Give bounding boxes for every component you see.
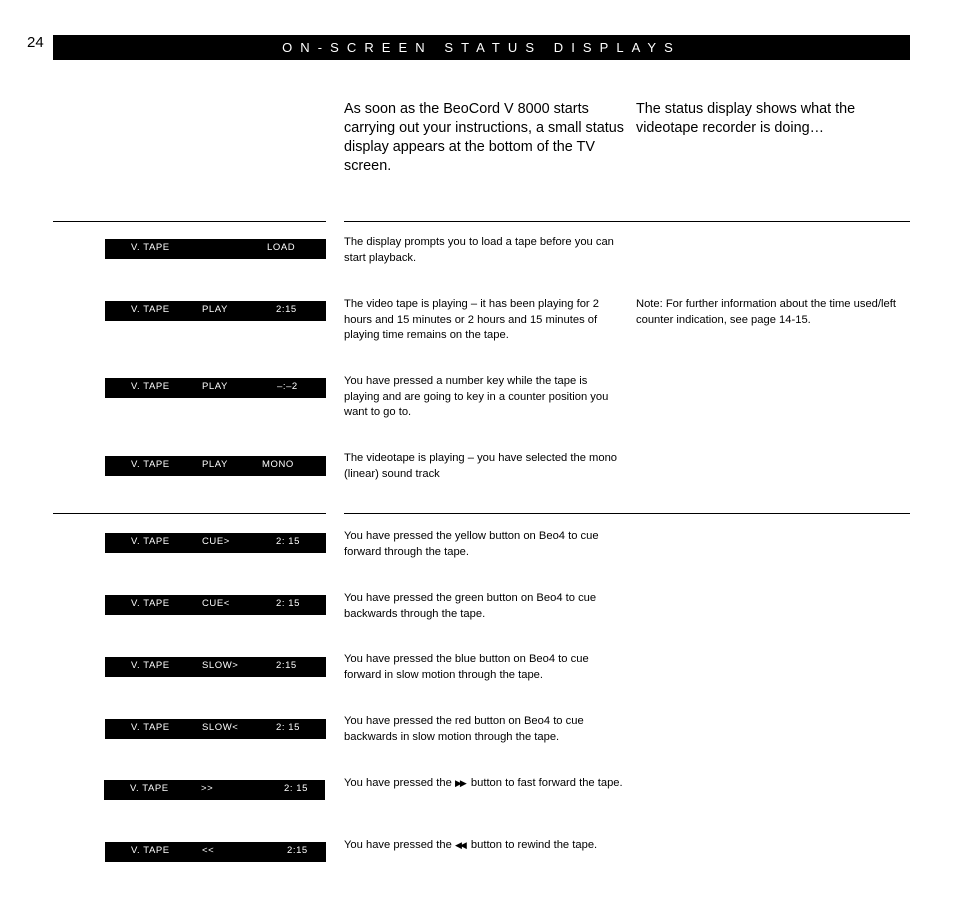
section-divider (53, 513, 326, 514)
counter-note: Note: For further information about the time used/left counter indication, see page 14-15. (636, 298, 896, 326)
fast-forward-icon: ▶▶ (454, 778, 465, 788)
status-display-fast-forward (104, 780, 325, 800)
display-description: You have pressed the red button on Beo4 to cue backwards in slow motion through the tape. (344, 715, 584, 743)
display-description: You have pressed the green button on Beo4 to cue backwards through the tape. (344, 592, 597, 620)
description-text: You have pressed the (344, 839, 452, 851)
display-counter: 2: 15 (276, 598, 300, 609)
display-counter: 2: 15 (276, 536, 300, 547)
intro-summary: The status display shows what the videotape recorder is doing… (636, 101, 856, 136)
display-description: You have pressed the blue button on Beo4 to cue forward in slow motion through the tape. (344, 653, 589, 681)
display-mode: SLOW< (202, 722, 239, 733)
display-description: You have pressed a number key while the tape is playing and are going to key in a counter position you want to go to. (344, 375, 609, 418)
display-description (344, 776, 624, 792)
display-mode: << (202, 845, 215, 856)
status-display-play (105, 301, 326, 321)
page-number: 24 (27, 34, 44, 51)
rewind-icon: ◀◀ (454, 840, 465, 850)
display-source: V. TAPE (131, 660, 170, 671)
display-description: The videotape is playing – you have selected the mono (linear) sound track (344, 452, 618, 480)
section-divider (53, 221, 326, 222)
status-display-slow-forward (105, 657, 326, 677)
display-mode: CUE> (202, 536, 230, 547)
section-divider (344, 221, 910, 222)
display-description: You have pressed the yellow button on Beo4 to cue forward through the tape. (344, 530, 599, 558)
display-counter: 2:15 (276, 304, 297, 315)
display-mode: SLOW> (202, 660, 239, 671)
display-source: V. TAPE (130, 783, 169, 794)
display-counter: 2: 15 (276, 722, 300, 733)
display-source: V. TAPE (131, 242, 170, 253)
intro-text: As soon as the BeoCord V 8000 starts carrying out your instructions, a small status display appears at the bottom of the TV screen. (344, 101, 624, 174)
display-mode: CUE< (202, 598, 230, 609)
display-counter: 2:15 (276, 660, 297, 671)
display-source: V. TAPE (131, 845, 170, 856)
display-description (344, 838, 624, 854)
description-text: You have pressed the (344, 777, 452, 789)
display-description: The video tape is playing – it has been playing for 2 hours and 15 minutes or 2 hours and 15 minutes of playing time remains on the tape. (344, 298, 599, 341)
status-display-slow-backward (105, 719, 326, 739)
display-source: V. TAPE (131, 381, 170, 392)
page-title: ON-SCREEN STATUS DISPLAYS (53, 35, 910, 60)
display-counter: 2: 15 (284, 783, 308, 794)
status-display-cue-forward (105, 533, 326, 553)
display-counter: –:–2 (277, 381, 298, 392)
display-status: LOAD (267, 242, 296, 253)
display-source: V. TAPE (131, 722, 170, 733)
status-display-counter-entry (105, 378, 326, 398)
display-description: The display prompts you to load a tape before you can start playback. (344, 236, 614, 264)
display-mode: PLAY (202, 304, 228, 315)
display-source: V. TAPE (131, 536, 170, 547)
section-divider (344, 513, 910, 514)
display-mode: PLAY (202, 459, 228, 470)
status-display-load (105, 239, 326, 259)
description-text: button to fast forward the tape. (470, 777, 623, 789)
status-display-cue-backward (105, 595, 326, 615)
display-source: V. TAPE (131, 598, 170, 609)
display-source: V. TAPE (131, 459, 170, 470)
display-source: V. TAPE (131, 304, 170, 315)
display-mode: PLAY (202, 381, 228, 392)
status-display-rewind (105, 842, 326, 862)
description-text: button to rewind the tape. (470, 839, 598, 851)
display-mode: >> (201, 783, 214, 794)
display-counter: 2:15 (287, 845, 308, 856)
status-display-mono (105, 456, 326, 476)
display-sound: MONO (262, 459, 294, 470)
